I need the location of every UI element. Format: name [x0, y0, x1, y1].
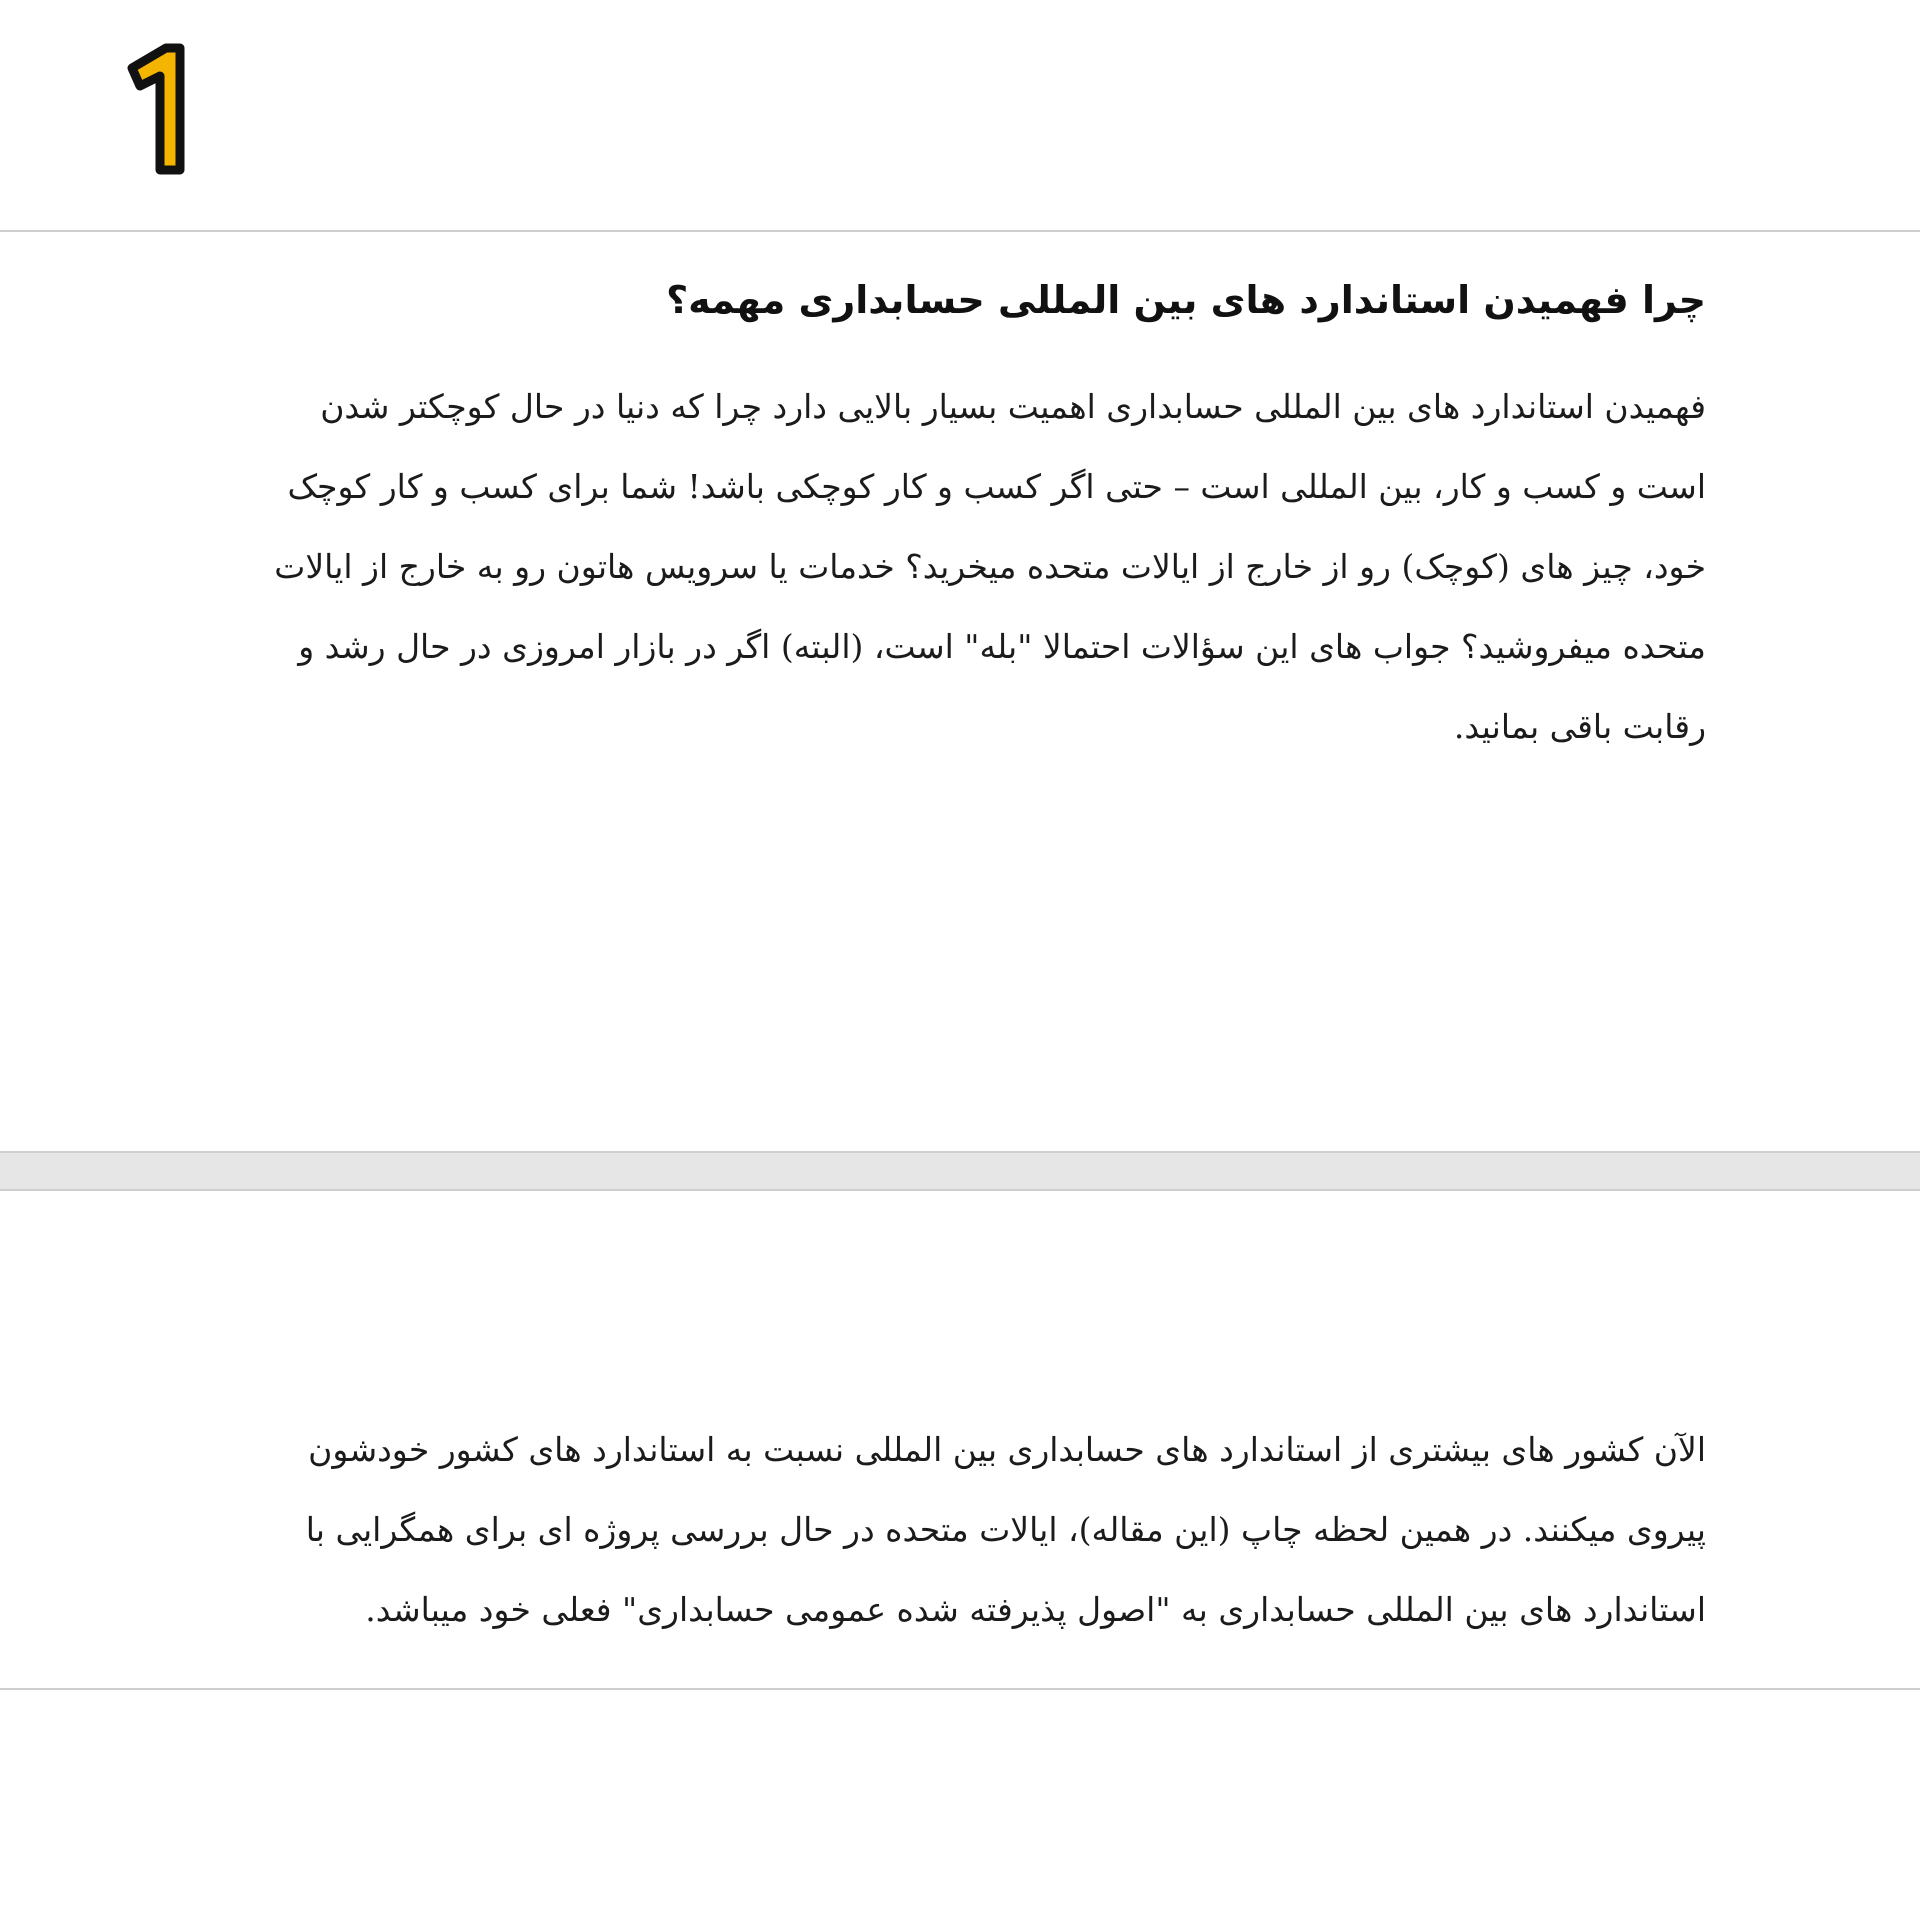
number-one-icon: [118, 38, 198, 188]
page-number-badge: [118, 38, 198, 188]
page-top-divider: [0, 230, 1920, 232]
paragraph-adoption: الآن کشور های بیشتری از استاندارد های حسابداری بین المللی نسبت به استاندارد های کشور خودشون پیروی میکنند. در همین لحظه چاپ (این مقاله)، ایالات متحده در حال بررسی پروژه ای برای همگرایی با استاندارد های بین المللی حسابداری به "اصول پذیرفته شده عمومی حسابداری" فعلی خود میباشد.: [305, 1430, 1706, 1629]
page-break: [0, 1151, 1920, 1191]
paragraph-intro: فهمیدن استاندارد های بین المللی حسابداری اهمیت بسیار بالایی دارد چرا که دنیا در حال کوچکتر شدن است و کسب و کار، بین المللی است – حتی اگر کسب و کار کوچکی باشد! شما برای کسب و کار کوچک خود، چیز های (کوچک) رو از خارج از ایالات متحده میخرید؟ خدمات یا سرویس هاتون رو به خارج از ایالات متحده میفروشید؟ جواب های این سؤالات احتمالا "بله" است، (البته) اگر در بازار امروزی در حال رشد و رقابت باقی بمانید.: [274, 387, 1706, 746]
page-number-text: 1: [118, 38, 119, 39]
section-heading: چرا فهمیدن استاندارد های بین المللی حسابداری مهمه؟: [666, 278, 1706, 322]
page-bottom-divider: [0, 1688, 1920, 1690]
